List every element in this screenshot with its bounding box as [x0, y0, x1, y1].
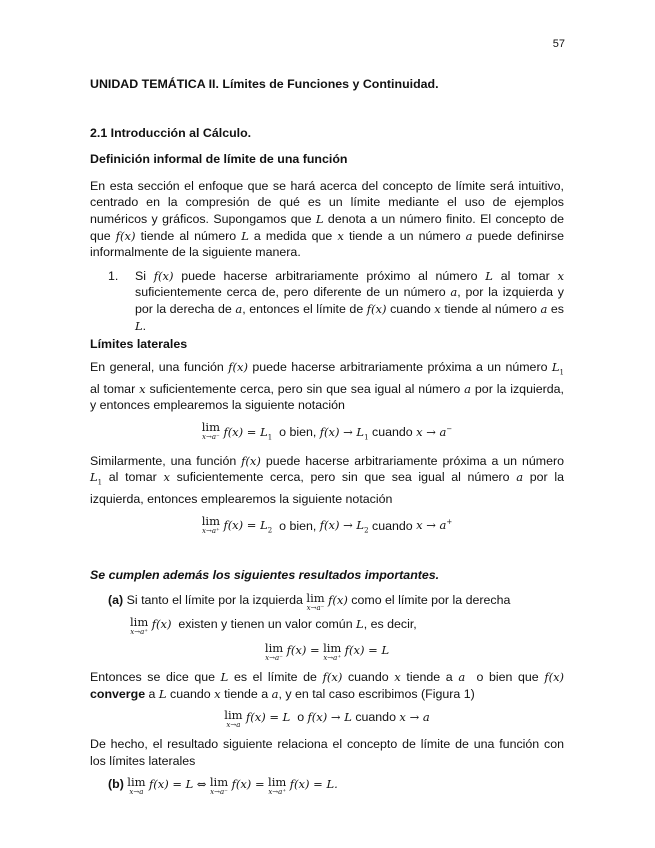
subsection-title: Definición informal de límite de una función: [90, 152, 348, 167]
result-item-a: (a) Si tanto el límite por la izquierda lim x→a⁻ f(x) como el límite por la derecha lim x→a⁺ f(x) existen y tienen un valor común L, es decir,: [108, 590, 511, 636]
item-marker: 1.: [108, 268, 119, 283]
lateral-limits-heading: Límites laterales: [90, 337, 188, 352]
section-title: 2.1 Introducción al Cálculo.: [90, 125, 252, 140]
conclusion-paragraph: Entonces se dice que L es el límite de f(x) cuando x tiende a a o bien que f(x) converge a L cuando x tiende a a, y en tal caso escribimos (Figura 1): [90, 669, 565, 701]
document-body: [90, 76, 564, 796]
lateral-paragraph-right: Similarmente, una función f(x) puede hacerse arbitrariamente próxima a un número $L_1$ al tomar x suficientemente cerca, pero sin que sea igual al número a por la izquierda, entonces emplearemos la siguiente notación: [90, 453, 564, 506]
relation-paragraph: De hecho, el resultado siguiente relaciona el concepto de límite de una función con los límites laterales: [90, 737, 564, 768]
lateral-paragraph-left: En general, una función f(x) puede hacerse arbitrariamente próxima a un número $L_1$ al tomar x suficientemente cerca, pero sin que sea igual al número a por la izquierda, y entonces emplearemos la siguiente notación: [90, 359, 565, 413]
results-heading: Se cumplen además los siguientes resultados importantes.: [90, 568, 440, 583]
page-number: 57: [552, 38, 565, 50]
intro-paragraph: En esta sección el enfoque que se hará acerca del concepto de límite será intuitivo, centrado en la compresión de qué es un límite mediante el uso de ejemplos numéricos y gráficos. Supongamos que L denota a un número finito. El concepto de que f(x) tiende al número L a medida que x tiende a un número a puede definirse informalmente de la siguiente manera.: [90, 178, 564, 260]
right-limit-equation: lim x→a⁺ $f(x) = L_2$ o bien, $f(x) \to L_2$ cuando x → a+: [201, 513, 453, 535]
limit-equation: lim x→a f(x) = L o f(x) → L cuando x → a: [224, 708, 430, 730]
result-item-b: (b) lim x→a f(x) = L ⇔ lim x→a⁻ f(x) = lim x→a⁺ f(x) = L.: [108, 775, 338, 797]
numbered-item-1: 1. Si f(x) puede hacerse arbitrariamente próximo al número L al tomar x suficientemente cerca de, pero diferente de un número a, por la izquierda y por la derecha de a, entonces el límite de f(x) cuando x tiende al número a es L.: [108, 268, 564, 333]
common-value-equation: lim x→a⁻ f(x) = lim x→a⁺ f(x) = L: [264, 640, 390, 662]
unit-title: UNIDAD TEMÁTICA II. Límites de Funciones y Continuidad.: [90, 77, 439, 91]
left-limit-equation: lim x→a⁻ $f(x) = L_1$ o bien, $f(x) \to L_1$ cuando x → a−: [201, 419, 453, 441]
